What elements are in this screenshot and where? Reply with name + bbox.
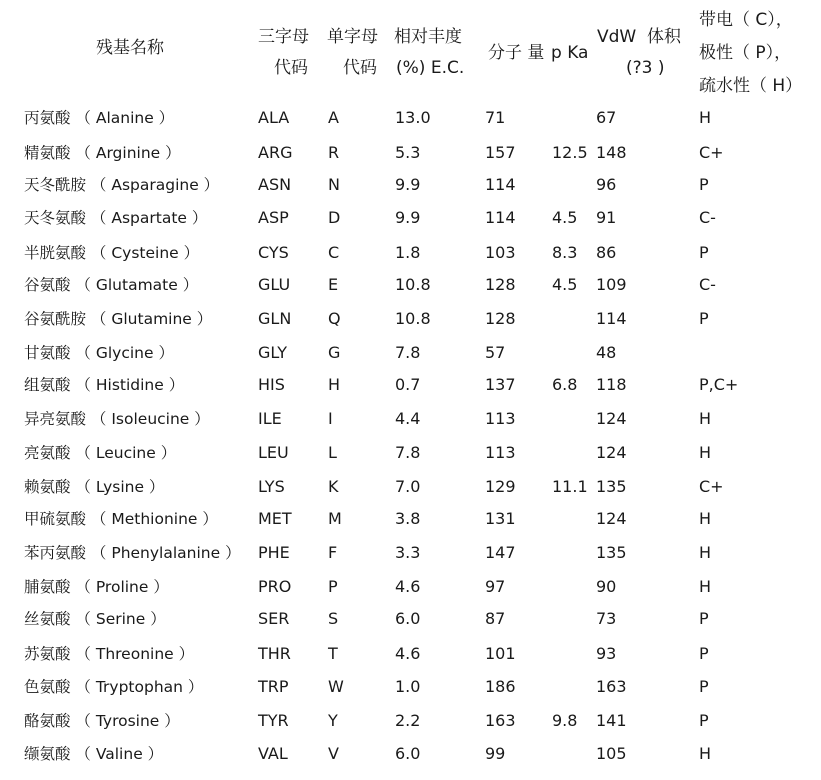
- cell-molecular-weight: 99: [485, 744, 506, 763]
- cell-residue-name: 异亮氨酸 （ Isoleucine ）: [24, 410, 210, 428]
- cell-property: H: [699, 744, 712, 763]
- cell-molecular-weight: 97: [485, 577, 506, 596]
- cell-residue-name: 精氨酸 （ Arginine ）: [24, 144, 181, 162]
- header-property-line3: 疏水性（ H）: [699, 76, 803, 96]
- cell-vdw-volume: 124: [596, 409, 627, 428]
- cell-abundance: 1.8: [395, 243, 421, 262]
- cell-one-letter-code: D: [328, 208, 341, 227]
- cell-three-letter-code: ILE: [258, 409, 282, 428]
- cell-vdw-volume: 93: [596, 644, 617, 663]
- cell-one-letter-code: S: [328, 609, 339, 628]
- cell-abundance: 5.3: [395, 143, 421, 162]
- cell-vdw-volume: 96: [596, 175, 617, 194]
- cell-property: C-: [699, 275, 716, 294]
- cell-property: C-: [699, 208, 716, 227]
- cell-vdw-volume: 163: [596, 677, 627, 696]
- cell-property: C+: [699, 143, 724, 162]
- cell-one-letter-code: Y: [328, 711, 338, 730]
- cell-vdw-volume: 90: [596, 577, 617, 596]
- cell-property: P: [699, 175, 709, 194]
- cell-molecular-weight: 103: [485, 243, 516, 262]
- cell-abundance: 0.7: [395, 375, 421, 394]
- cell-one-letter-code: E: [328, 275, 339, 294]
- cell-abundance: 1.0: [395, 677, 421, 696]
- cell-property: P: [699, 609, 709, 628]
- cell-three-letter-code: MET: [258, 509, 292, 528]
- header-one-letter-line1: 单字母: [327, 27, 378, 47]
- cell-three-letter-code: TRP: [258, 677, 289, 696]
- cell-three-letter-code: LYS: [258, 477, 285, 496]
- cell-one-letter-code: R: [328, 143, 340, 162]
- header-one-letter-line2: 代码: [343, 58, 377, 78]
- cell-residue-name: 酪氨酸 （ Tyrosine ）: [24, 712, 180, 730]
- cell-three-letter-code: ASN: [258, 175, 292, 194]
- cell-property: P: [699, 243, 709, 262]
- cell-one-letter-code: C: [328, 243, 340, 262]
- cell-vdw-volume: 118: [596, 375, 627, 394]
- cell-abundance: 4.6: [395, 644, 421, 663]
- cell-residue-name: 脯氨酸 （ Proline ）: [24, 578, 169, 596]
- cell-molecular-weight: 131: [485, 509, 516, 528]
- cell-molecular-weight: 114: [485, 175, 516, 194]
- cell-abundance: 7.0: [395, 477, 421, 496]
- cell-molecular-weight: 101: [485, 644, 516, 663]
- cell-three-letter-code: ASP: [258, 208, 289, 227]
- cell-one-letter-code: V: [328, 744, 339, 763]
- cell-vdw-volume: 124: [596, 509, 627, 528]
- cell-one-letter-code: A: [328, 108, 339, 127]
- cell-three-letter-code: PHE: [258, 543, 290, 562]
- cell-property: P: [699, 309, 709, 328]
- cell-abundance: 10.8: [395, 309, 431, 328]
- cell-pka: 9.8: [552, 711, 578, 730]
- cell-one-letter-code: W: [328, 677, 344, 696]
- header-three-letter-line2: 代码: [274, 58, 308, 78]
- cell-property: P: [699, 677, 709, 696]
- cell-pka: 11.1: [552, 477, 588, 496]
- cell-property: H: [699, 509, 712, 528]
- header-molecular-weight: 分子 量: [488, 43, 545, 63]
- cell-residue-name: 甲硫氨酸 （ Methionine ）: [24, 510, 218, 528]
- cell-property: H: [699, 409, 712, 428]
- cell-vdw-volume: 148: [596, 143, 627, 162]
- cell-residue-name: 丙氨酸 （ Alanine ）: [24, 109, 175, 127]
- cell-molecular-weight: 71: [485, 108, 506, 127]
- header-pka: p Ka: [551, 43, 589, 63]
- header-property-line2: 极性（ P），: [699, 43, 792, 63]
- cell-molecular-weight: 57: [485, 343, 506, 362]
- cell-three-letter-code: HIS: [258, 375, 285, 394]
- cell-molecular-weight: 157: [485, 143, 516, 162]
- cell-property: H: [699, 108, 712, 127]
- cell-pka: 12.5: [552, 143, 588, 162]
- cell-one-letter-code: G: [328, 343, 341, 362]
- cell-vdw-volume: 91: [596, 208, 617, 227]
- cell-molecular-weight: 186: [485, 677, 516, 696]
- cell-one-letter-code: F: [328, 543, 338, 562]
- cell-vdw-volume: 135: [596, 477, 627, 496]
- cell-vdw-volume: 73: [596, 609, 617, 628]
- header-abundance-line1: 相对丰度: [394, 27, 462, 47]
- cell-one-letter-code: Q: [328, 309, 341, 328]
- cell-three-letter-code: THR: [258, 644, 291, 663]
- cell-molecular-weight: 113: [485, 443, 516, 462]
- cell-molecular-weight: 128: [485, 309, 516, 328]
- cell-residue-name: 色氨酸 （ Tryptophan ）: [24, 678, 204, 696]
- cell-abundance: 3.3: [395, 543, 421, 562]
- cell-abundance: 6.0: [395, 744, 421, 763]
- cell-abundance: 3.8: [395, 509, 421, 528]
- cell-three-letter-code: TYR: [258, 711, 289, 730]
- cell-vdw-volume: 141: [596, 711, 627, 730]
- cell-property: H: [699, 577, 712, 596]
- cell-residue-name: 甘氨酸 （ Glycine ）: [24, 344, 174, 362]
- cell-abundance: 2.2: [395, 711, 421, 730]
- cell-one-letter-code: T: [328, 644, 338, 663]
- cell-residue-name: 天冬酰胺 （ Asparagine ）: [24, 176, 220, 194]
- cell-molecular-weight: 147: [485, 543, 516, 562]
- cell-property: H: [699, 543, 712, 562]
- cell-abundance: 7.8: [395, 443, 421, 462]
- cell-residue-name: 亮氨酸 （ Leucine ）: [24, 444, 177, 462]
- cell-three-letter-code: GLU: [258, 275, 291, 294]
- cell-one-letter-code: P: [328, 577, 338, 596]
- cell-residue-name: 半胱氨酸 （ Cysteine ）: [24, 244, 200, 262]
- cell-molecular-weight: 163: [485, 711, 516, 730]
- cell-one-letter-code: L: [328, 443, 337, 462]
- cell-three-letter-code: ARG: [258, 143, 293, 162]
- cell-one-letter-code: H: [328, 375, 341, 394]
- header-vdw-line1: VdW 体积: [597, 27, 682, 47]
- cell-molecular-weight: 113: [485, 409, 516, 428]
- cell-three-letter-code: VAL: [258, 744, 288, 763]
- header-property-line1: 带电（ C），: [699, 10, 793, 30]
- cell-molecular-weight: 128: [485, 275, 516, 294]
- header-vdw-line2: (?3 ): [626, 58, 665, 78]
- cell-one-letter-code: I: [328, 409, 333, 428]
- cell-residue-name: 缬氨酸 （ Valine ）: [24, 745, 164, 763]
- cell-molecular-weight: 87: [485, 609, 506, 628]
- cell-one-letter-code: K: [328, 477, 339, 496]
- cell-three-letter-code: GLN: [258, 309, 292, 328]
- cell-three-letter-code: PRO: [258, 577, 292, 596]
- cell-pka: 4.5: [552, 275, 578, 294]
- cell-residue-name: 组氨酸 （ Histidine ）: [24, 376, 185, 394]
- cell-vdw-volume: 124: [596, 443, 627, 462]
- cell-pka: 6.8: [552, 375, 578, 394]
- header-abundance-line2: (%) E.C.: [396, 58, 465, 78]
- cell-residue-name: 赖氨酸 （ Lysine ）: [24, 478, 165, 496]
- cell-abundance: 9.9: [395, 208, 421, 227]
- cell-pka: 8.3: [552, 243, 578, 262]
- cell-residue-name: 谷氨酰胺 （ Glutamine ）: [24, 310, 213, 328]
- cell-abundance: 10.8: [395, 275, 431, 294]
- cell-three-letter-code: LEU: [258, 443, 289, 462]
- header-three-letter-line1: 三字母: [258, 27, 309, 47]
- cell-three-letter-code: CYS: [258, 243, 289, 262]
- cell-vdw-volume: 86: [596, 243, 617, 262]
- cell-one-letter-code: N: [328, 175, 340, 194]
- cell-vdw-volume: 109: [596, 275, 627, 294]
- cell-three-letter-code: SER: [258, 609, 290, 628]
- cell-residue-name: 天冬氨酸 （ Aspartate ）: [24, 209, 208, 227]
- cell-property: P: [699, 711, 709, 730]
- cell-molecular-weight: 129: [485, 477, 516, 496]
- cell-three-letter-code: ALA: [258, 108, 290, 127]
- cell-molecular-weight: 114: [485, 208, 516, 227]
- cell-vdw-volume: 135: [596, 543, 627, 562]
- cell-property: C+: [699, 477, 724, 496]
- cell-vdw-volume: 114: [596, 309, 627, 328]
- cell-one-letter-code: M: [328, 509, 342, 528]
- cell-abundance: 6.0: [395, 609, 421, 628]
- cell-abundance: 7.8: [395, 343, 421, 362]
- cell-abundance: 9.9: [395, 175, 421, 194]
- cell-vdw-volume: 48: [596, 343, 617, 362]
- cell-abundance: 4.4: [395, 409, 421, 428]
- cell-property: P,C+: [699, 375, 739, 394]
- cell-pka: 4.5: [552, 208, 578, 227]
- cell-vdw-volume: 67: [596, 108, 617, 127]
- cell-property: P: [699, 644, 709, 663]
- cell-abundance: 4.6: [395, 577, 421, 596]
- cell-molecular-weight: 137: [485, 375, 516, 394]
- cell-residue-name: 苏氨酸 （ Threonine ）: [24, 645, 195, 663]
- cell-property: H: [699, 443, 712, 462]
- cell-abundance: 13.0: [395, 108, 431, 127]
- cell-three-letter-code: GLY: [258, 343, 287, 362]
- cell-residue-name: 谷氨酸 （ Glutamate ）: [24, 276, 199, 294]
- cell-residue-name: 苯丙氨酸 （ Phenylalanine ）: [24, 544, 241, 562]
- header-name: 残基名称: [96, 38, 164, 58]
- cell-residue-name: 丝氨酸 （ Serine ）: [24, 610, 166, 628]
- cell-vdw-volume: 105: [596, 744, 627, 763]
